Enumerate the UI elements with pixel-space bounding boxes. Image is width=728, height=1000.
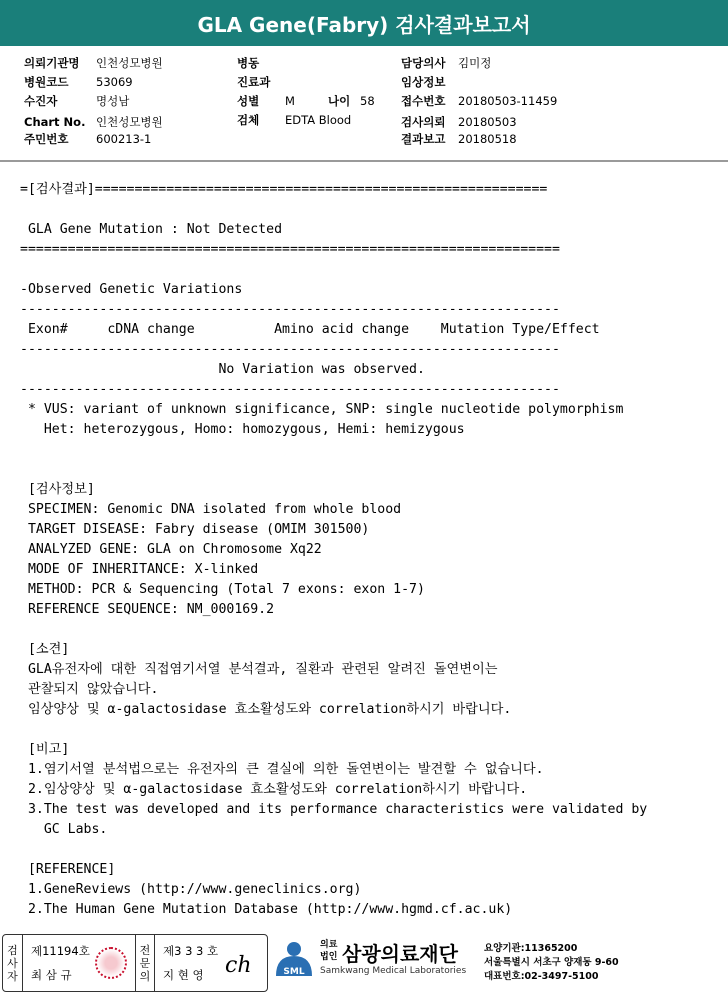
confirmer-label-char: 문 — [139, 956, 151, 970]
org-address: 서울특별시 서초구 양재동 9-60 — [484, 957, 619, 968]
request-date-value: 20180503 — [458, 115, 517, 129]
age-label: 나이 — [328, 94, 351, 108]
confirmer-label-char: 전 — [139, 943, 151, 957]
report-line: GLA유전자에 대한 직접염기서열 분석결과, 질환과 관련된 알려진 돌연변이는 — [20, 662, 498, 677]
chart-no-value: 인천성모병원 — [96, 115, 163, 129]
sex-value: M — [285, 94, 295, 108]
doctor-value: 김미정 — [458, 56, 492, 70]
report-line: 관찰되지 않았습니다. — [20, 682, 159, 697]
report-line: MODE OF INHERITANCE: X-linked — [20, 562, 259, 577]
referring-institution-value: 인천성모병원 — [96, 56, 163, 70]
report-line: [비고] — [20, 742, 70, 757]
department-label: 진료과 — [237, 75, 271, 89]
hospital-code-value: 53069 — [96, 75, 133, 89]
report-line: -------------------------------------------------------------------- — [20, 302, 560, 317]
report-line: Het: heterozygous, Homo: homozygous, Hemi: hemizygous — [20, 422, 465, 437]
report-line: 3.The test was developed and its performance characteristics were validated by — [20, 802, 648, 817]
tester-license: 제11194호 — [31, 944, 90, 958]
report-line: * VUS: variant of unknown significance, SNP: single nucleotide polymorphism — [20, 402, 624, 417]
tester-label-char: 검 — [7, 943, 18, 957]
confirmer-name: 지 현 영 — [163, 968, 204, 982]
report-date-value: 20180518 — [458, 132, 517, 146]
report-line: Exon# cDNA change Amino acid change Mutation Type/Effect — [20, 322, 600, 337]
lab-brand — [272, 934, 728, 994]
confirmer-vertical-label — [135, 935, 155, 991]
org-prefix-bottom: 법인 — [320, 952, 338, 962]
tester-seal — [95, 947, 127, 979]
report-line: -Observed Genetic Variations — [20, 282, 243, 297]
report-line: [REFERENCE] — [20, 862, 116, 877]
patient-info-table — [0, 46, 728, 162]
org-prefix-top: 의료 — [320, 940, 338, 950]
clinical-info-label: 임상정보 — [401, 75, 446, 89]
logo-text: SML — [283, 967, 305, 977]
org-phone: 대표번호:02-3497-5100 — [484, 971, 599, 982]
report-line: ==================================================================== — [20, 242, 560, 257]
accession-number-value: 20180503-11459 — [458, 94, 558, 108]
report-line: METHOD: PCR & Sequencing (Total 7 exons: exon 1-7) — [20, 582, 425, 597]
org-name: 삼광의료재단 — [342, 942, 458, 966]
report-line: 2.The Human Gene Mutation Database (http://www.hgmd.cf.ac.uk) — [20, 902, 513, 917]
tester-vertical-label — [3, 935, 23, 991]
patient-label: 수진자 — [24, 94, 58, 108]
report-line: 임상양상 및 α-galactosidase 효소활성도와 correlation하시기 바랍니다. — [20, 702, 512, 717]
agency-code: 요양기관:11365200 — [484, 943, 578, 954]
report-body — [0, 166, 728, 918]
resident-number-value: 600213-1 — [96, 132, 152, 146]
doctor-label: 담당의사 — [401, 56, 446, 70]
confirmer-license: 제3 3 3 호 — [163, 944, 219, 958]
hospital-code-label: 병원코드 — [24, 75, 69, 89]
tester-label-char: 사 — [7, 956, 18, 970]
report-line: GLA Gene Mutation : Not Detected — [20, 222, 283, 237]
specimen-value: EDTA Blood — [285, 113, 352, 127]
request-date-label: 검사의뢰 — [401, 115, 446, 129]
tester-name: 최 삼 규 — [31, 968, 72, 982]
sml-logo-icon — [272, 936, 316, 980]
report-line: =[검사결과]========================================================= — [20, 182, 548, 197]
report-line: GC Labs. — [20, 822, 108, 837]
report-line: 1.염기서열 분석법으로는 유전자의 큰 결실에 의한 돌연변이는 발견할 수 없습니다. — [20, 762, 544, 777]
tester-label-char: 자 — [7, 969, 18, 983]
sex-label: 성별 — [237, 94, 260, 108]
org-name-english: Samkwang Medical Laboratories — [320, 966, 467, 976]
signature: ch — [225, 953, 252, 978]
chart-no-label: Chart No. — [24, 115, 86, 129]
report-line: ANALYZED GENE: GLA on Chromosome Xq22 — [20, 542, 322, 557]
report-footer — [0, 930, 728, 1000]
report-date-label: 결과보고 — [401, 132, 446, 146]
referring-institution-label: 의뢰기관명 — [24, 56, 80, 70]
patient-name-value: 명성남 — [96, 94, 130, 108]
specimen-label: 검체 — [237, 113, 260, 127]
accession-number-label: 접수번호 — [401, 94, 446, 108]
report-line: 2.임상양상 및 α-galactosidase 효소활성도와 correlation하시기 바랍니다. — [20, 782, 528, 797]
report-line: 1.GeneReviews (http://www.geneclinics.org) — [20, 882, 362, 897]
report-line: [검사정보] — [20, 482, 95, 497]
report-line: No Variation was observed. — [20, 362, 425, 377]
signature-box — [2, 934, 268, 992]
report-line: -------------------------------------------------------------------- — [20, 342, 560, 357]
report-line: TARGET DISEASE: Fabry disease (OMIM 301500) — [20, 522, 370, 537]
report-title: GLA Gene(Fabry) 검사결과보고서 — [0, 0, 728, 46]
report-line: REFERENCE SEQUENCE: NM_000169.2 — [20, 602, 275, 617]
report-line: -------------------------------------------------------------------- — [20, 382, 560, 397]
report-line: [소견] — [20, 642, 70, 657]
confirmer-label-char: 의 — [139, 969, 151, 983]
ward-label: 병동 — [237, 56, 260, 70]
report-line: SPECIMEN: Genomic DNA isolated from whole blood — [20, 502, 402, 517]
age-value: 58 — [360, 94, 375, 108]
resident-number-label: 주민번호 — [24, 132, 69, 146]
